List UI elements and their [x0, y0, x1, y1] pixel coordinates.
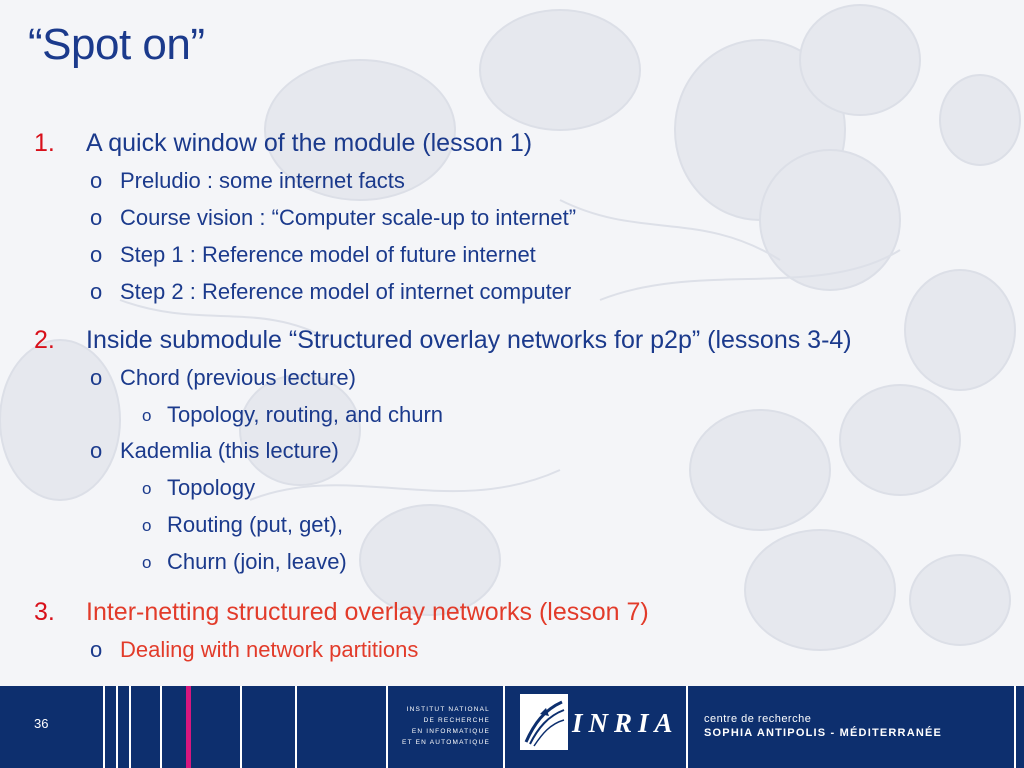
- footer-divider: [116, 686, 118, 768]
- item-3-text: Inter-netting structured overlay networks (lesson 7): [86, 598, 649, 626]
- footer-divider: [386, 686, 388, 768]
- item-1-sub-4: Step 2 : Reference model of internet computer: [120, 279, 572, 304]
- page-number: 36: [34, 716, 49, 731]
- bullet-icon: o: [90, 205, 103, 230]
- item-1-text: A quick window of the module (lesson 1): [86, 129, 533, 157]
- item-1-sub-2: Course vision : “Computer scale-up to internet”: [120, 205, 577, 230]
- item-1-sub-1: Preludio : some internet facts: [120, 168, 405, 193]
- item-1-number: 1.: [34, 129, 55, 157]
- item-2-number: 2.: [34, 326, 55, 354]
- footer-divider: [160, 686, 162, 768]
- footer-accent-divider: [186, 686, 191, 768]
- footer-bar: [0, 686, 1024, 768]
- page-title: “Spot on”: [28, 20, 205, 69]
- item-2-text: Inside submodule “Structured overlay networks for p2p” (lessons 3-4): [86, 326, 852, 354]
- footer-divider: [686, 686, 688, 768]
- footer-divider: [103, 686, 105, 768]
- bullet-icon: o: [90, 242, 103, 267]
- inria-logo-text: INRIA: [572, 708, 679, 738]
- bullet-icon: o: [90, 438, 103, 463]
- item-3-number: 3.: [34, 598, 55, 626]
- footer-divider: [129, 686, 131, 768]
- bullet-icon: o: [90, 637, 103, 662]
- research-centre-name: SOPHIA ANTIPOLIS - MÉDITERRANÉE: [704, 727, 943, 739]
- footer-divider: [295, 686, 297, 768]
- bullet-icon: o: [90, 168, 103, 193]
- footer-divider: [240, 686, 242, 768]
- bullet-icon: o: [142, 406, 152, 425]
- item-2-sub-2-child-2: Routing (put, get),: [167, 512, 344, 537]
- item-2-sub-2: Kademlia (this lecture): [120, 438, 339, 463]
- item-3-sub-1: Dealing with network partitions: [120, 637, 419, 662]
- footer-divider: [503, 686, 505, 768]
- footer-divider: [1014, 686, 1016, 768]
- item-2-sub-1-child-1: Topology, routing, and churn: [167, 402, 443, 427]
- bullet-icon: o: [142, 553, 152, 572]
- item-2-sub-2-child-3: Churn (join, leave): [167, 549, 347, 574]
- inria-logo-icon: [520, 694, 568, 750]
- research-centre-label: centre de recherche: [704, 713, 812, 725]
- bullet-icon: o: [90, 279, 103, 304]
- institute-name: INSTITUT NATIONAL DE RECHERCHE EN INFORMATIQUE ET EN AUTOMATIQUE: [402, 706, 490, 746]
- item-2-sub-1: Chord (previous lecture): [120, 365, 356, 390]
- bullet-icon: o: [142, 516, 152, 535]
- bullet-icon: o: [142, 479, 152, 498]
- item-1-sub-3: Step 1 : Reference model of future internet: [120, 242, 536, 267]
- bullet-icon: o: [90, 365, 103, 390]
- item-2-sub-2-child-1: Topology: [167, 475, 256, 500]
